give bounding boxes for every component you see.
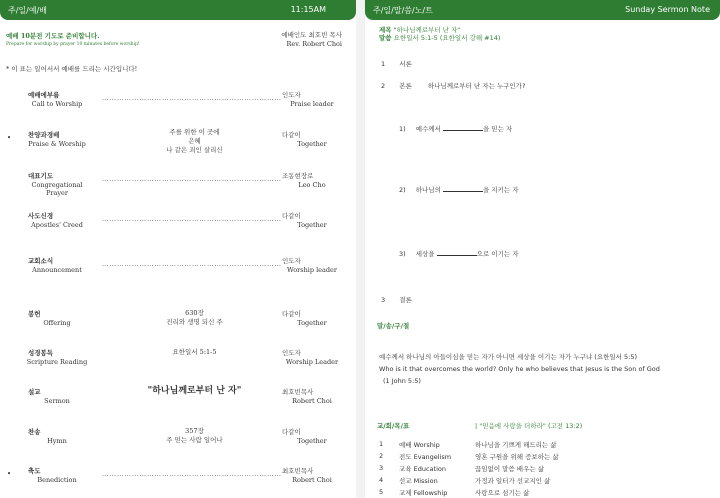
worship-pastor xyxy=(281,31,342,49)
order-leader-kr: 인도자 xyxy=(282,349,301,357)
church-vision-heading: 교/회/목/표 xyxy=(377,422,410,430)
order-item-en: Congregational Prayer xyxy=(31,181,83,197)
order-leader-kr: 조동현장로 xyxy=(282,172,314,180)
order-bullet: • xyxy=(7,470,12,478)
page-divider xyxy=(356,0,364,498)
worship-title: 주/일/예/배 xyxy=(8,6,47,15)
point-3: 3) 세상을 으로 이기는 자 xyxy=(399,250,519,258)
order-item-kr: 성경봉독 xyxy=(28,349,54,357)
order-leader-kr: 인도자 xyxy=(282,91,301,99)
memory-verse xyxy=(379,351,709,387)
sermon-note-subtitle: Sunday Sermon Note xyxy=(625,5,710,14)
order-item-detail-line: 주 믿는 사람 일어나 xyxy=(166,436,223,444)
order-item-en: Sermon xyxy=(44,397,70,405)
order-item-detail-line: "하나님께로부터 난 자" xyxy=(147,386,242,396)
order-leader-en: Together xyxy=(297,319,327,327)
point-1: 1) 예수께서 을 믿는 자 xyxy=(399,125,513,133)
order-item-kr: 찬양과경배 xyxy=(28,131,60,139)
vision-key: 전도 Evangelism xyxy=(399,453,452,461)
order-item xyxy=(0,171,356,201)
vision-num: 5 xyxy=(379,488,384,496)
fill-blank-3[interactable] xyxy=(437,249,477,256)
order-item-detail-line: 요한일서 5:1-5 xyxy=(172,348,217,356)
order-leader-en: Together xyxy=(297,140,327,148)
vision-item xyxy=(379,464,709,476)
order-leader-kr: 다같이 xyxy=(282,310,301,318)
sermon-passage-value: 요한일서 5:1-5 (요한일서 강해 #14) xyxy=(393,34,501,42)
fill-blank-1[interactable] xyxy=(443,124,483,131)
fill-blank-2[interactable] xyxy=(443,185,483,192)
order-item xyxy=(0,427,356,457)
point-2: 2) 하나님의 을 지키는 자 xyxy=(399,186,519,194)
order-item-detail xyxy=(102,427,287,445)
vision-item xyxy=(379,476,709,488)
order-leader-en: Worship Leader xyxy=(285,358,339,366)
church-vision-quote: | "믿음에 사랑을 더하라" (고전 13:2) xyxy=(475,422,583,430)
sermon-passage xyxy=(379,33,500,42)
order-leader-kr: 다같이 xyxy=(282,428,301,436)
order-leader-kr: 최호빈목사 xyxy=(282,388,314,396)
vision-num: 1 xyxy=(379,440,384,448)
order-item-en: Hymn xyxy=(47,437,67,445)
vision-desc: 영혼 구원을 위해 증보하는 삶 xyxy=(475,453,559,461)
order-item-en: Praise & Worship xyxy=(28,140,86,148)
order-leader-en: Leo Cho xyxy=(298,181,326,189)
worship-time: 11:15AM xyxy=(290,5,326,14)
order-leader-kr: 다같이 xyxy=(282,212,301,220)
vision-key: 선교 Mission xyxy=(399,477,438,485)
prepare-note-kr: 예배 10분전 기도로 준비합니다. xyxy=(6,32,100,40)
sermon-note-title: 주/일/말/씀/노/트 xyxy=(373,6,433,15)
vision-desc: 가정과 일터가 선교지인 삶 xyxy=(475,477,551,485)
order-item-en: Announcement xyxy=(32,266,82,274)
order-item-kr: 예배에부름 xyxy=(28,91,60,99)
leader-dots: ……………………………………………………………… xyxy=(102,94,282,102)
order-item-detail-line: 나 같은 죄인 살리신 xyxy=(166,146,223,154)
order-item-detail-line: 주를 위한 이 곳에 xyxy=(169,128,220,136)
order-leader-kr: 최호빈목사 xyxy=(282,467,314,475)
vision-desc: 사랑으로 섬기는 삶 xyxy=(475,489,530,497)
worship-header xyxy=(0,0,356,20)
leader-dots: ……………………………………………………………… xyxy=(102,215,282,223)
order-item xyxy=(0,466,356,496)
order-item-kr: 대표기도 xyxy=(28,172,54,180)
vision-desc: 끊임없이 말씀 배우는 삶 xyxy=(475,465,544,473)
order-item xyxy=(0,387,356,417)
order-item-kr: 사도신경 xyxy=(28,212,54,220)
order-item-detail xyxy=(102,348,287,357)
order-leader-kr: 인도자 xyxy=(282,257,301,265)
order-item-kr: 교회소식 xyxy=(28,257,54,265)
order-item xyxy=(0,130,356,160)
memory-verse-kr: 예수께서 하나님의 아들이심을 믿는 자가 아니면 세상을 이기는 자가 누구냐 (요한일서 5:5) xyxy=(379,353,638,361)
sermon-note-panel xyxy=(364,0,720,498)
sermon-header xyxy=(365,0,720,20)
vision-item xyxy=(379,488,709,498)
order-item-detail xyxy=(102,309,287,327)
outline-conclusion: 3 결론 xyxy=(381,296,412,304)
vision-num: 3 xyxy=(379,464,384,472)
leader-dots: ……………………………………………………………… xyxy=(102,470,282,478)
order-item-kr: 봉헌 xyxy=(28,310,41,318)
prepare-note xyxy=(6,31,140,47)
vision-key: 교제 Fellowship xyxy=(399,489,448,497)
order-item-detail-line: 은혜 xyxy=(188,137,201,145)
worship-order-panel xyxy=(0,0,356,498)
pastor-kr: 예배인도 최호빈 목사 xyxy=(281,31,342,39)
outline-body: 2 본론 하나님께로부터 난 자는 누구인가? xyxy=(381,82,526,90)
order-item-en: Call to Worship xyxy=(31,100,83,108)
vision-item xyxy=(379,440,709,452)
order-item xyxy=(0,211,356,241)
order-item-en: Apostles' Creed xyxy=(31,221,83,229)
order-bullet: • xyxy=(7,134,12,142)
sermon-passage-label: 말씀 xyxy=(379,34,392,42)
vision-num: 2 xyxy=(379,452,384,460)
outline-intro: 1 서론 xyxy=(381,60,412,68)
order-item-en: Offering xyxy=(43,319,71,327)
order-leader-en: Together xyxy=(297,437,327,445)
sermon-title-label: 제목 xyxy=(379,26,392,34)
vision-key: 교육 Education xyxy=(399,465,446,473)
order-leader-kr: 다같이 xyxy=(282,131,301,139)
church-vision-list xyxy=(379,440,709,498)
memory-verse-heading: 말/송/구/절 xyxy=(377,322,410,330)
order-item xyxy=(0,256,356,286)
standing-note: * 이 표는 일어서서 예배를 드리는 시간입니다! xyxy=(6,65,138,73)
order-item-detail-line: 357장 xyxy=(185,427,204,435)
order-leader-en: Worship leader xyxy=(286,266,337,274)
leader-dots: ……………………………………………………………… xyxy=(102,175,282,183)
order-item-en: Scripture Reading xyxy=(26,358,88,366)
prepare-note-en: Prepare for worship by prayer 10 minutes before worship! xyxy=(6,42,140,47)
order-leader-en: Robert Choi xyxy=(292,476,332,484)
order-leader-en: Robert Choi xyxy=(292,397,332,405)
vision-key: 예배 Worship xyxy=(399,441,440,449)
memory-verse-ref: (1 John 5:5) xyxy=(383,377,421,385)
memory-verse-en: Who is it that overcomes the world? Only he who believes that Jesus is the Son of God xyxy=(379,365,660,373)
order-item-kr: 설교 xyxy=(28,388,41,396)
order-item-en: Benediction xyxy=(37,476,77,484)
order-item xyxy=(0,90,356,120)
order-item xyxy=(0,348,356,378)
order-item-detail-line: 630장 xyxy=(185,309,204,317)
order-item-detail xyxy=(102,387,287,396)
leader-dots: ……………………………………………………………… xyxy=(102,260,282,268)
order-item-kr: 찬송 xyxy=(28,428,41,436)
order-leader-en: Praise leader xyxy=(290,100,334,108)
order-item-kr: 축도 xyxy=(28,467,41,475)
vision-item xyxy=(379,452,709,464)
sermon-title-value: "하나님께로부터 난 자" xyxy=(393,26,461,34)
vision-num: 4 xyxy=(379,476,384,484)
vision-desc: 하나님을 기쁘게 해드리는 삶 xyxy=(475,441,557,449)
pastor-en: Rev. Robert Choi xyxy=(286,40,342,48)
order-item xyxy=(0,309,356,339)
order-leader-en: Together xyxy=(297,221,327,229)
order-item-detail-line: 진리와 생명 되신 주 xyxy=(166,318,223,326)
order-item-detail xyxy=(102,128,287,155)
